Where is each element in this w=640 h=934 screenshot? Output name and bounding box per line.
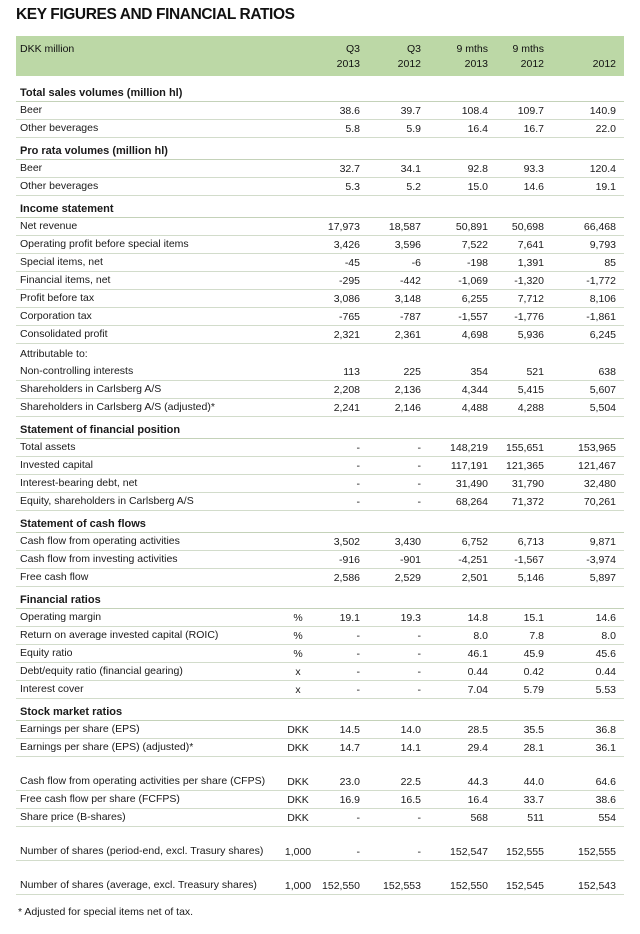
cell-value: 3,426 <box>333 239 360 251</box>
section-title: Financial ratios <box>20 594 101 606</box>
cell-value: -916 <box>338 554 360 566</box>
cell-value: 354 <box>470 366 488 378</box>
row-unit: x <box>295 666 301 678</box>
cell-value: - <box>417 478 421 490</box>
row-label: Share price (B-shares) <box>20 811 126 823</box>
row-label: Total assets <box>20 441 76 453</box>
cell-value: -295 <box>338 275 360 287</box>
cell-value: - <box>417 630 421 642</box>
section-title: Statement of cash flows <box>20 518 146 530</box>
cell-value: 70,261 <box>583 496 616 508</box>
header-col-2012: 2012 <box>592 58 616 70</box>
row-label: Free cash flow <box>20 571 89 583</box>
cell-value: 16.4 <box>467 794 488 806</box>
cell-value: 8.0 <box>601 630 616 642</box>
row-label: Beer <box>20 162 43 174</box>
cell-value: 2,208 <box>333 384 360 396</box>
section-heading <box>16 699 624 721</box>
section-title: Statement of financial position <box>20 424 181 436</box>
table-row <box>16 627 624 645</box>
cell-value: 152,543 <box>578 880 616 892</box>
row-unit: DKK <box>287 794 309 806</box>
cell-value: 140.9 <box>589 105 616 117</box>
table-row <box>16 663 624 681</box>
table-row <box>16 791 624 809</box>
cell-value: 14.6 <box>595 612 616 624</box>
table-row <box>16 160 624 178</box>
cell-value: 22.5 <box>400 776 421 788</box>
cell-value: 5,936 <box>517 329 544 341</box>
table-body <box>16 80 624 895</box>
cell-value: 5.3 <box>345 181 360 193</box>
cell-value: 23.0 <box>339 776 360 788</box>
header-col-9mths-2013: 9 mths 2013 <box>456 43 488 70</box>
section-title: Total sales volumes (million hl) <box>20 87 183 99</box>
table-row <box>16 254 624 272</box>
cell-value: - <box>417 812 421 824</box>
cell-value: 19.1 <box>595 181 616 193</box>
cell-value: 113 <box>343 366 360 378</box>
cell-value: 45.9 <box>523 648 544 660</box>
row-label: Equity, shareholders in Carlsberg A/S <box>20 495 194 507</box>
table-row <box>16 290 624 308</box>
cell-value: -4,251 <box>458 554 488 566</box>
cell-value: 16.5 <box>400 794 421 806</box>
table-row <box>16 272 624 290</box>
cell-value: - <box>356 630 360 642</box>
row-label: Operating margin <box>20 611 102 623</box>
cell-value: 5.8 <box>345 123 360 135</box>
cell-value: 225 <box>403 366 421 378</box>
cell-value: 568 <box>470 812 488 824</box>
row-label: Attributable to: <box>20 348 88 360</box>
cell-value: - <box>356 666 360 678</box>
cell-value: - <box>417 666 421 678</box>
cell-value: 16.4 <box>467 123 488 135</box>
cell-value: 64.6 <box>595 776 616 788</box>
section-heading <box>16 511 624 533</box>
cell-value: -787 <box>399 311 421 323</box>
cell-value: 521 <box>526 366 544 378</box>
cell-value: 152,545 <box>506 880 544 892</box>
row-label: Special items, net <box>20 256 103 268</box>
row-label: Corporation tax <box>20 310 92 322</box>
cell-value: 6,752 <box>461 536 488 548</box>
cell-value: 2,321 <box>333 329 360 341</box>
cell-value: 50,698 <box>511 221 544 233</box>
table-row <box>16 739 624 757</box>
cell-value: - <box>417 648 421 660</box>
cell-value: 45.6 <box>595 648 616 660</box>
cell-value: 5.79 <box>523 684 544 696</box>
row-label: Financial items, net <box>20 274 111 286</box>
row-label: Beer <box>20 104 43 116</box>
cell-value: 66,468 <box>583 221 616 233</box>
cell-value: 38.6 <box>339 105 360 117</box>
cell-value: - <box>356 812 360 824</box>
cell-value: 152,555 <box>578 846 616 858</box>
row-label: Operating profit before special items <box>20 238 189 250</box>
cell-value: -442 <box>399 275 421 287</box>
row-label: Free cash flow per share (FCFPS) <box>20 793 180 805</box>
section-heading <box>16 196 624 218</box>
row-unit: % <box>293 630 303 642</box>
cell-value: 4,698 <box>461 329 488 341</box>
cell-value: 4,288 <box>517 402 544 414</box>
row-label: Shareholders in Carlsberg A/S <box>20 383 162 395</box>
cell-value: 7,522 <box>461 239 488 251</box>
cell-value: 2,586 <box>333 572 360 584</box>
cell-value: - <box>356 442 360 454</box>
row-label: Net revenue <box>20 220 78 232</box>
section-title: Stock market ratios <box>20 706 123 718</box>
cell-value: -198 <box>466 257 488 269</box>
table-row <box>16 363 624 381</box>
cell-value: 153,965 <box>578 442 616 454</box>
cell-value: 32,480 <box>583 478 616 490</box>
cell-value: -1,772 <box>586 275 616 287</box>
cell-value: 121,365 <box>506 460 544 472</box>
row-label: Number of shares (period-end, excl. Trasury shares) <box>20 845 264 857</box>
cell-value: -1,776 <box>514 311 544 323</box>
row-label: Cash flow from investing activities <box>20 553 178 565</box>
section-title: Pro rata volumes (million hl) <box>20 145 168 157</box>
cell-value: 2,241 <box>333 402 360 414</box>
cell-value: -765 <box>338 311 360 323</box>
row-label: Invested capital <box>20 459 93 471</box>
cell-value: 32.7 <box>339 163 360 175</box>
row-label: Interest cover <box>20 683 84 695</box>
row-label: Earnings per share (EPS) (adjusted)* <box>20 741 194 753</box>
cell-value: - <box>356 648 360 660</box>
cell-value: 8.0 <box>473 630 488 642</box>
table-row <box>16 236 624 254</box>
cell-value: 1,391 <box>517 257 544 269</box>
cell-value: 5,415 <box>517 384 544 396</box>
header-col-q3-2012: Q3 2012 <box>397 43 421 70</box>
cell-value: 85 <box>604 257 616 269</box>
cell-value: 152,547 <box>450 846 488 858</box>
footnote: * Adjusted for special items net of tax. <box>18 906 194 918</box>
cell-value: 638 <box>598 366 616 378</box>
table-row <box>16 218 624 236</box>
page-title: KEY FIGURES AND FINANCIAL RATIOS <box>16 6 295 23</box>
cell-value: -1,320 <box>514 275 544 287</box>
cell-value: 36.1 <box>595 742 616 754</box>
cell-value: - <box>417 846 421 858</box>
cell-value: 152,553 <box>383 880 421 892</box>
row-unit: DKK <box>287 724 309 736</box>
table-row <box>16 681 624 699</box>
cell-value: 14.8 <box>467 612 488 624</box>
cell-value: 46.1 <box>467 648 488 660</box>
cell-value: 16.9 <box>339 794 360 806</box>
row-label: Shareholders in Carlsberg A/S (adjusted)* <box>20 401 215 413</box>
cell-value: 14.6 <box>523 181 544 193</box>
cell-value: 50,891 <box>455 221 488 233</box>
cell-value: 14.7 <box>339 742 360 754</box>
cell-value: 14.5 <box>339 724 360 736</box>
table-row <box>16 475 624 493</box>
table-row <box>16 827 624 861</box>
row-unit: DKK <box>287 776 309 788</box>
cell-value: 29.4 <box>467 742 488 754</box>
cell-value: -6 <box>411 257 421 269</box>
cell-value: 152,555 <box>506 846 544 858</box>
cell-value: 93.3 <box>523 163 544 175</box>
table-row <box>16 645 624 663</box>
row-unit: 1,000 <box>284 880 312 892</box>
cell-value: 4,344 <box>461 384 488 396</box>
attributable-heading <box>16 344 624 363</box>
header-unit-label: DKK million <box>20 43 75 55</box>
cell-value: 31,790 <box>511 478 544 490</box>
cell-value: 7.04 <box>467 684 488 696</box>
table-row <box>16 178 624 196</box>
row-unit: % <box>293 612 303 624</box>
cell-value: - <box>356 496 360 508</box>
cell-value: -1,069 <box>458 275 488 287</box>
section-title: Income statement <box>20 203 114 215</box>
cell-value: 2,501 <box>461 572 488 584</box>
section-heading <box>16 80 624 102</box>
cell-value: 16.7 <box>523 123 544 135</box>
cell-value: -3,974 <box>586 554 616 566</box>
table-row <box>16 326 624 344</box>
cell-value: 121,467 <box>578 460 616 472</box>
cell-value: 152,550 <box>450 880 488 892</box>
cell-value: 511 <box>527 812 544 824</box>
cell-value: 17,973 <box>327 221 360 233</box>
cell-value: 19.3 <box>400 612 421 624</box>
row-label: Earnings per share (EPS) <box>20 723 140 735</box>
cell-value: - <box>417 460 421 472</box>
row-unit: DKK <box>287 742 309 754</box>
cell-value: 2,529 <box>394 572 421 584</box>
cell-value: 6,255 <box>461 293 488 305</box>
row-unit: 1,000 <box>284 846 312 858</box>
table-row <box>16 809 624 827</box>
row-label: Number of shares (average, excl. Treasury shares) <box>20 879 257 891</box>
row-unit: DKK <box>287 812 309 824</box>
table-row <box>16 457 624 475</box>
row-label: Other beverages <box>20 180 99 192</box>
cell-value: 3,502 <box>333 536 360 548</box>
cell-value: -1,557 <box>458 311 488 323</box>
row-label: Equity ratio <box>20 647 73 659</box>
cell-value: 22.0 <box>595 123 616 135</box>
cell-value: - <box>417 684 421 696</box>
cell-value: 34.1 <box>400 163 421 175</box>
table-header <box>16 36 624 76</box>
cell-value: 35.5 <box>523 724 544 736</box>
cell-value: - <box>417 442 421 454</box>
cell-value: 44.3 <box>467 776 488 788</box>
cell-value: 7,641 <box>517 239 544 251</box>
table-row <box>16 533 624 551</box>
table-row <box>16 381 624 399</box>
cell-value: 15.1 <box>523 612 544 624</box>
cell-value: - <box>417 496 421 508</box>
table-row <box>16 551 624 569</box>
table-row <box>16 102 624 120</box>
cell-value: 31,490 <box>455 478 488 490</box>
cell-value: -1,861 <box>586 311 616 323</box>
section-heading <box>16 417 624 439</box>
cell-value: - <box>356 846 360 858</box>
cell-value: - <box>356 478 360 490</box>
cell-value: 0.42 <box>523 666 544 678</box>
cell-value: 7.8 <box>529 630 544 642</box>
cell-value: - <box>356 460 360 472</box>
cell-value: 3,148 <box>394 293 421 305</box>
cell-value: 9,793 <box>589 239 616 251</box>
cell-value: 0.44 <box>467 666 488 678</box>
table-row <box>16 757 624 791</box>
row-label: Non-controlling interests <box>20 365 134 377</box>
cell-value: 5,146 <box>517 572 544 584</box>
cell-value: 28.5 <box>467 724 488 736</box>
cell-value: 36.8 <box>595 724 616 736</box>
table-row <box>16 439 624 457</box>
table-row <box>16 399 624 417</box>
cell-value: 39.7 <box>400 105 421 117</box>
cell-value: 0.44 <box>595 666 616 678</box>
cell-value: 14.1 <box>400 742 421 754</box>
cell-value: 44.0 <box>523 776 544 788</box>
cell-value: 14.0 <box>400 724 421 736</box>
header-col-9mths-2012: 9 mths 2012 <box>512 43 544 70</box>
cell-value: 4,488 <box>461 402 488 414</box>
cell-value: 148,219 <box>450 442 488 454</box>
cell-value: - <box>356 684 360 696</box>
section-heading <box>16 587 624 609</box>
row-label: Cash flow from operating activities <box>20 535 180 547</box>
cell-value: 5,504 <box>589 402 616 414</box>
row-label: Debt/equity ratio (financial gearing) <box>20 665 183 677</box>
cell-value: 120.4 <box>589 163 616 175</box>
cell-value: 554 <box>598 812 616 824</box>
section-heading <box>16 138 624 160</box>
cell-value: 8,106 <box>589 293 616 305</box>
cell-value: 152,550 <box>322 880 360 892</box>
row-label: Return on average invested capital (ROIC) <box>20 629 219 641</box>
cell-value: 3,086 <box>333 293 360 305</box>
cell-value: -901 <box>399 554 421 566</box>
cell-value: -45 <box>344 257 360 269</box>
table-row <box>16 120 624 138</box>
cell-value: 2,136 <box>394 384 421 396</box>
cell-value: 7,712 <box>517 293 544 305</box>
cell-value: 109.7 <box>517 105 544 117</box>
cell-value: 33.7 <box>523 794 544 806</box>
row-label: Other beverages <box>20 122 99 134</box>
cell-value: 5.9 <box>406 123 421 135</box>
cell-value: 2,361 <box>394 329 421 341</box>
row-label: Cash flow from operating activities per share (CFPS) <box>20 775 266 787</box>
cell-value: 5.53 <box>595 684 616 696</box>
row-label: Profit before tax <box>20 292 95 304</box>
cell-value: 108.4 <box>461 105 488 117</box>
cell-value: 68,264 <box>455 496 488 508</box>
cell-value: 19.1 <box>339 612 360 624</box>
cell-value: 3,430 <box>394 536 421 548</box>
cell-value: -1,567 <box>514 554 544 566</box>
cell-value: 155,651 <box>506 442 544 454</box>
cell-value: 117,191 <box>450 460 488 472</box>
cell-value: 71,372 <box>511 496 544 508</box>
table-row <box>16 861 624 895</box>
table-row <box>16 569 624 587</box>
row-unit: % <box>293 648 303 660</box>
cell-value: 5,607 <box>589 384 616 396</box>
table-row <box>16 308 624 326</box>
table-row <box>16 609 624 627</box>
cell-value: 5.2 <box>406 181 421 193</box>
row-label: Interest-bearing debt, net <box>20 477 138 489</box>
cell-value: 5,897 <box>589 572 616 584</box>
cell-value: 6,713 <box>517 536 544 548</box>
table-row <box>16 721 624 739</box>
cell-value: 3,596 <box>394 239 421 251</box>
header-col-q3-2013: Q3 2013 <box>336 43 360 70</box>
table-row <box>16 493 624 511</box>
row-unit: x <box>295 684 301 696</box>
row-label: Consolidated profit <box>20 328 108 340</box>
cell-value: 6,245 <box>589 329 616 341</box>
cell-value: 15.0 <box>467 181 488 193</box>
cell-value: 2,146 <box>394 402 421 414</box>
cell-value: 9,871 <box>589 536 616 548</box>
cell-value: 18,587 <box>388 221 421 233</box>
cell-value: 38.6 <box>595 794 616 806</box>
cell-value: 92.8 <box>467 163 488 175</box>
cell-value: 28.1 <box>523 742 544 754</box>
